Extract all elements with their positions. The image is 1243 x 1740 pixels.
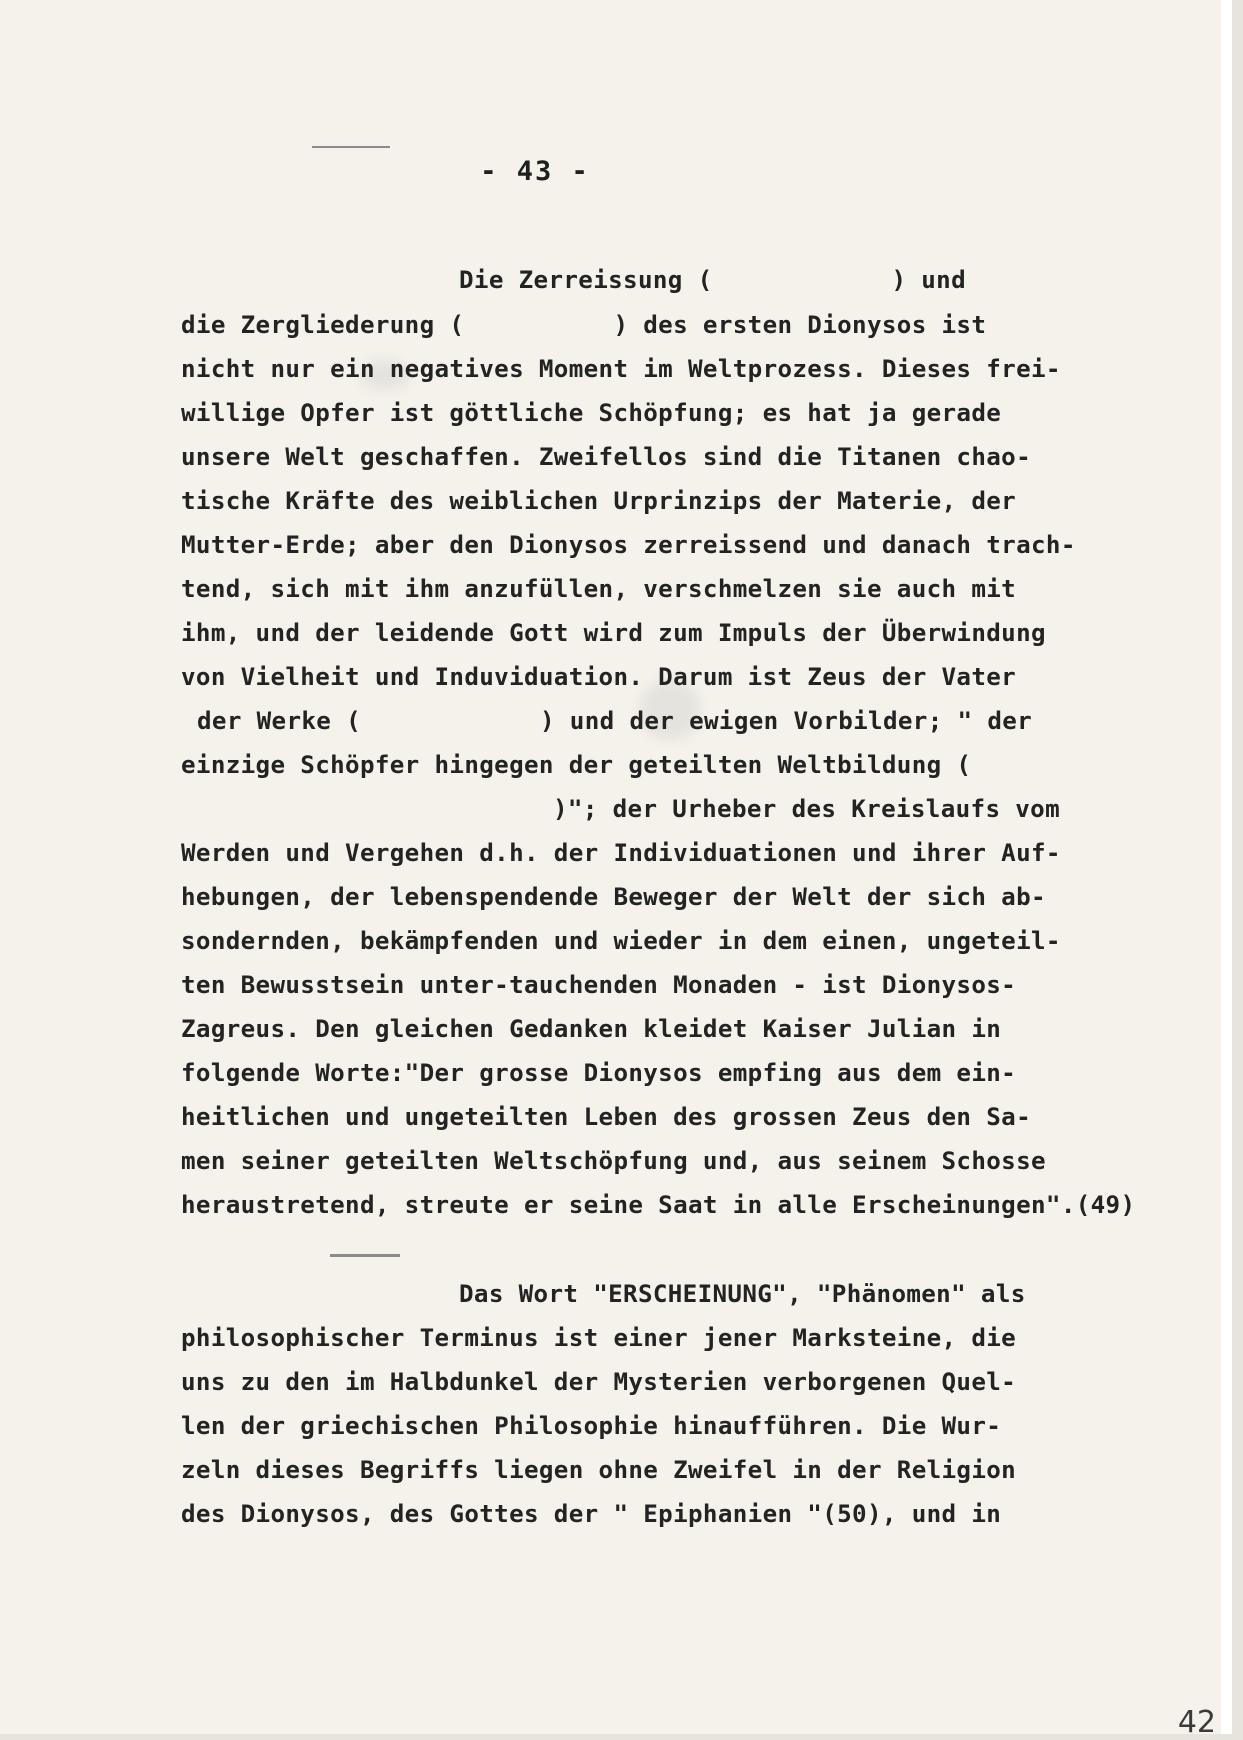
text-line: philosophischer Terminus ist einer jener Marksteine, die <box>181 1324 1017 1352</box>
text-line: willige Opfer ist göttliche Schöpfung; es hat ja gerade <box>181 399 1002 427</box>
page-edge <box>1221 0 1232 1734</box>
text-line: ten Bewusstsein unter-tauchenden Monaden - ist Dionysos- <box>181 971 1017 999</box>
text-line: len der griechischen Philosophie hinaufführen. Die Wur- <box>181 1412 1002 1440</box>
text-line: hebungen, der lebenspendende Beweger der Welt der sich ab- <box>181 883 1046 911</box>
text-line: )"; der Urheber des Kreislaufs vom <box>553 795 1061 823</box>
text-line: tische Kräfte des weiblichen Urprinzips der Materie, der <box>181 487 1017 515</box>
text-line: tend, sich mit ihm anzufüllen, verschmelzen sie auch mit <box>181 575 1017 603</box>
text-line: des Dionysos, des Gottes der " Epiphanien "(50), und in <box>181 1500 1002 1528</box>
text-line: Mutter-Erde; aber den Dionysos zerreissend und danach trach- <box>181 531 1076 559</box>
top-rule <box>312 146 390 148</box>
text-line: Die Zerreissung ( ) und <box>459 266 967 294</box>
text-line: men seiner geteilten Weltschöpfung und, aus seinem Schosse <box>181 1147 1046 1175</box>
text-line: ihm, und der leidende Gott wird zum Impuls der Überwindung <box>181 619 1046 647</box>
text-line: von Vielheit und Induviduation. Darum ist Zeus der Vater <box>181 663 1017 691</box>
text-line: einzige Schöpfer hingegen der geteilten Weltbildung ( <box>181 751 972 779</box>
text-line: heraustretend, streute er seine Saat in alle Erscheinungen".(49) <box>181 1191 1136 1219</box>
section-rule <box>330 1254 400 1257</box>
corner-mark: 42 <box>1177 1705 1216 1740</box>
text-line: unsere Welt geschaffen. Zweifellos sind die Titanen chao- <box>181 443 1031 471</box>
text-line: Das Wort "ERSCHEINUNG", "Phänomen" als <box>459 1280 1026 1308</box>
text-line: folgende Worte:"Der grosse Dionysos empfing aus dem ein- <box>181 1059 1017 1087</box>
text-line: die Zergliederung ( ) des ersten Dionysos ist <box>181 311 987 339</box>
text-line: zeln dieses Begriffs liegen ohne Zweifel in der Religion <box>181 1456 1017 1484</box>
page-number: - 43 - <box>480 156 590 187</box>
text-line: nicht nur ein negatives Moment im Weltprozess. Dieses frei- <box>181 355 1061 383</box>
text-line: Werden und Vergehen d.h. der Individuationen und ihrer Auf- <box>181 839 1061 867</box>
text-line: heitlichen und ungeteilten Leben des grossen Zeus den Sa- <box>181 1103 1031 1131</box>
text-line: sondernden, bekämpfenden und wieder in dem einen, ungeteil- <box>181 927 1061 955</box>
text-line: Zagreus. Den gleichen Gedanken kleidet Kaiser Julian in <box>181 1015 1002 1043</box>
text-line: uns zu den im Halbdunkel der Mysterien verborgenen Quel- <box>181 1368 1017 1396</box>
text-line: der Werke ( ) und der ewigen Vorbilder; " der <box>197 707 1033 735</box>
